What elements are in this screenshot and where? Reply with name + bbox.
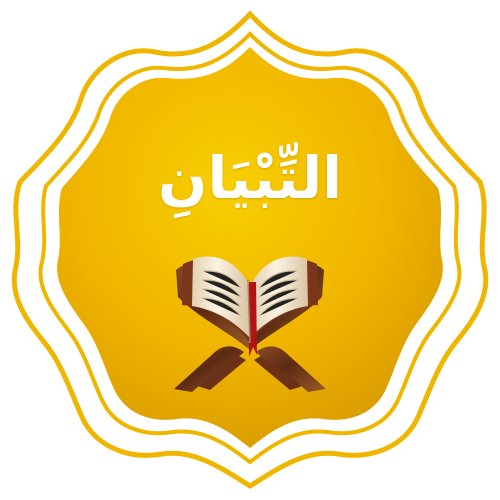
logo-title: التِّبْيَانِ xyxy=(158,144,342,212)
gold-field xyxy=(57,47,443,448)
